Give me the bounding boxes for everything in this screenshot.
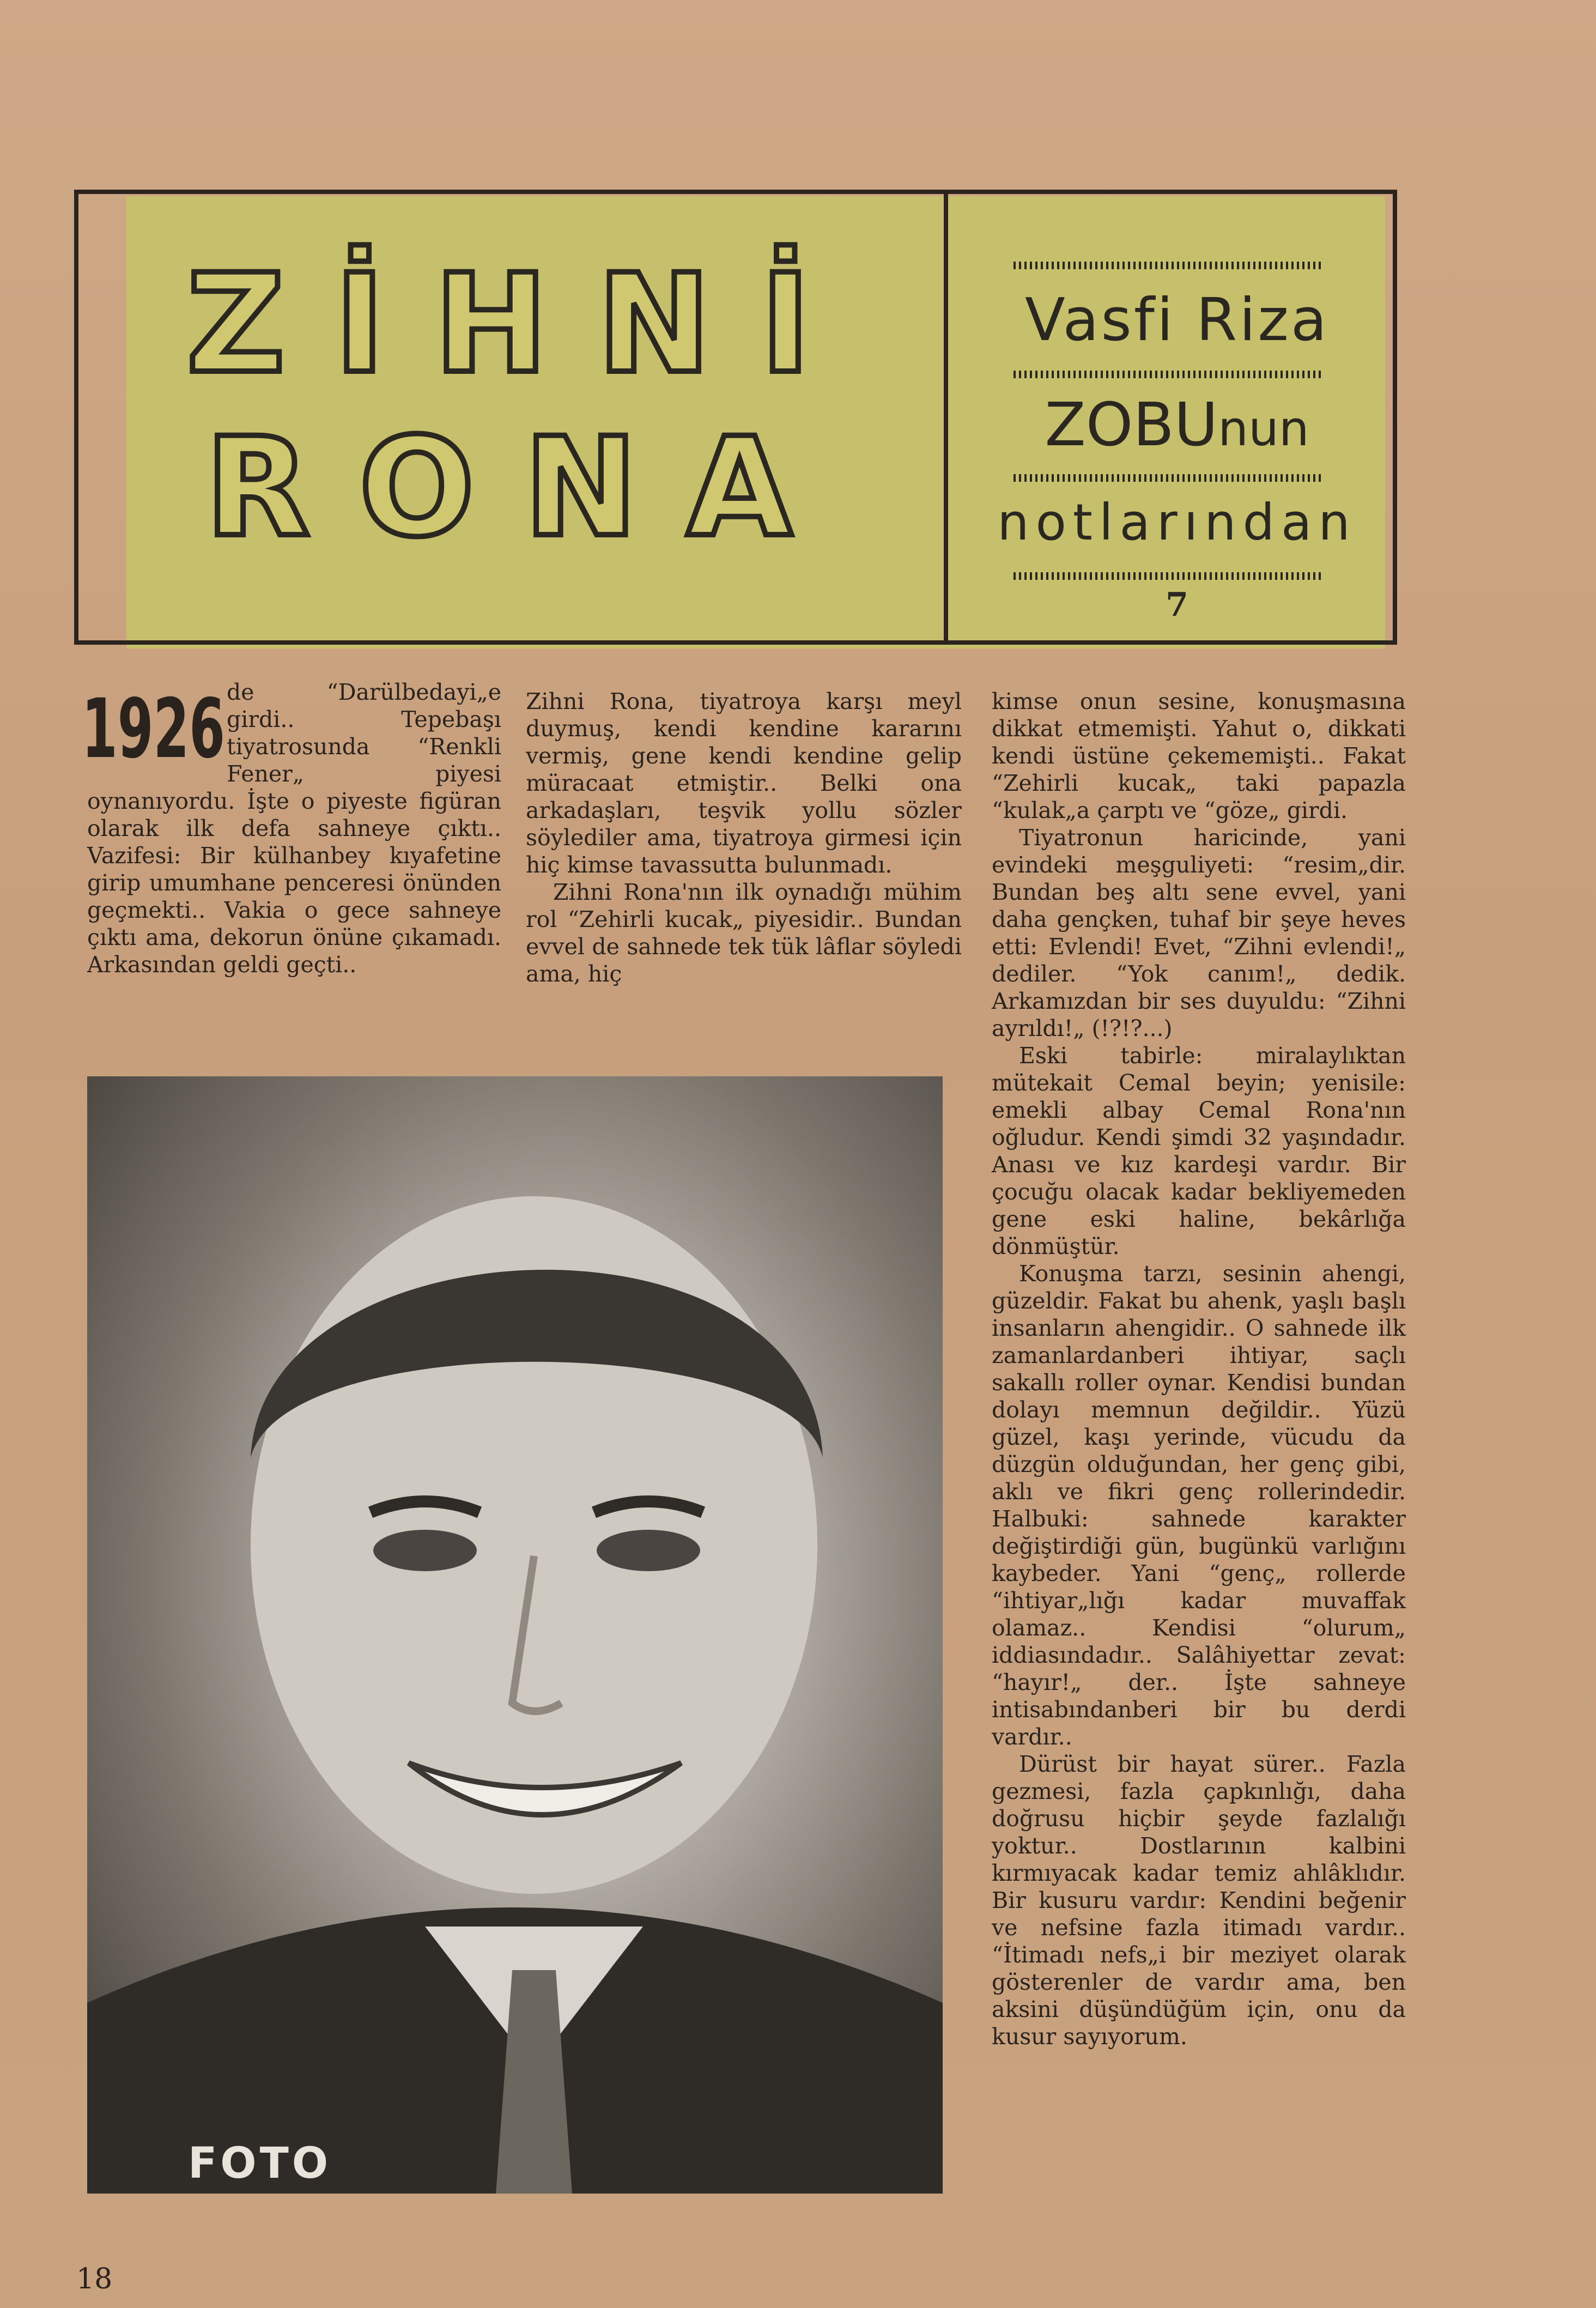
author-surname-text: ZOBU [1045, 390, 1218, 459]
dotted-rule [1014, 474, 1324, 482]
author-surname-suffix: nun [1218, 401, 1309, 457]
header-rule-divider [944, 190, 948, 642]
article-paragraph: Zihni Rona, tiyatroya karşı meyl duymuş, kendi kendine kararını vermiş, gene kendi kendine gelip müracaat etmiştir.. Belki ona arkadaşları, teşvik yollu sözler söylediler ama, tiyatroya girmesi için hiç kimse tavassutta bulunmadı. [526, 688, 962, 878]
photo-credit: FOTO [188, 2139, 332, 2188]
page-number: 18 [76, 2263, 113, 2295]
issue-number: 7 [1166, 586, 1188, 624]
dotted-rule [1014, 572, 1324, 580]
year-dropcap: 1926 [82, 682, 225, 777]
article-paragraph: de “Darülbedayi„e girdi.. Tepebaşı tiyatrosunda “Renkli Fener„ piyesi oynanıyordu. İşte o piyeste figüran olarak ilk defa sahneye çıktı.. Vazifesi: Bir külhanbey kıyafetine girip umumhane penceresi önünden geçmekti.. Vakia o gece sahneye çıktı ama, dekorun önüne çıkamadı. Arkasından geldi geçti.. [87, 679, 501, 978]
author-name: Vasfi Riza [1024, 286, 1330, 354]
header-rule-top [74, 190, 1397, 194]
article-paragraph: Zihni Rona'nın ilk oynadığı mühim rol “Zehirli kucak„ piyesidir.. Bundan evvel de sahnede tek tük lâflar söyledi ama, hiç [526, 879, 962, 987]
headline-first-name: ZİHNİ [186, 245, 860, 403]
headline-last-name: RONA [205, 408, 841, 567]
article-paragraph: Eski tabirle: miralaylıktan mütekait Cemal beyin; yenisile: emekli albay Cemal Rona'nın oğludur. Kendi şimdi 32 yaşındadır. Anası ve kız kardeşi vardır. Bir çocuğu olacak kadar bekliyemeden gene eski haline, bekârlığa dönmüştür. [992, 1043, 1406, 1259]
header-rule-right [1393, 190, 1397, 642]
series-title: notlarından [997, 493, 1357, 552]
article-paragraph: Konuşma tarzı, sesinin ahengi, güzeldir. Fakat bu ahenk, yaşlı başlı insanların ahengidir.. O sahnede ilk zamanlardanberi ihtiyar, saçlı sakallı roller oynar. Kendisi bundan dolayı memnun değildir.. Yüzü güzel, kaşı yerinde, vücudu da düzgün olduğundan, her genç gibi, aklı ve fikri genç rollerindedir. Halbuki: sahnede karakter değiştirdiği gün, bugünkü varlığını kaybeder. Yani “genç„ rollerde “ihtiyar„lığı kadar muvaffak olamaz.. Kendisi “olurum„ iddiasındadır.. Salâhiyettar zevat: “hayır!„ der.. İşte sahneye intisabındanberi bir bu derdi vardır.. [992, 1261, 1406, 1750]
article-paragraph: kimse onun sesine, konuşmasına dikkat etmemişti. Yahut o, dikkati kendi üstüne çekememişti.. Fakat “Zehirli kucak„ taki papazla “kulak„a çarptı ve “göze„ girdi. [992, 688, 1406, 823]
dotted-rule [1014, 262, 1324, 269]
header-rule-bottom [74, 640, 1397, 645]
article-paragraph: Dürüst bir hayat sürer.. Fazla gezmesi, fazla çapkınlığı, daha doğrusu hiçbir şeyde fazlalığı yoktur.. Dostlarının kalbini kırmıyacak kadar temiz ahlâklıdır. Bir kusuru vardır: Kendini beğenir ve nefsine fazla itimadı vardır.. “İtimadı nefs„i bir meziyet olarak gösterenler de vardır ama, ben aksini düşündüğüm için, onu da kusur sayıyorum. [992, 1751, 1406, 2050]
article-paragraph: Tiyatronun haricinde, yani evindeki meşguliyeti: “resim„dir. Bundan beş altı sene evvel, yani daha gençken, tuhaf bir şeye heves etti: Evlendi! Evet, “Zihni evlendi!„ dediler. “Yok canım!„ dedik. Arkamızdan bir ses duyuldu: “Zihni ayrıldı!„ (!?!?...) [992, 825, 1406, 1041]
article-column-3 [992, 688, 1406, 2050]
portrait-photo [87, 1076, 943, 2194]
header-rule-left [74, 190, 78, 642]
author-surname [981, 390, 1373, 459]
article-column-2 [526, 688, 962, 988]
portrait-illustration [87, 1076, 943, 2194]
dotted-rule [1014, 371, 1324, 378]
article-column-1 [82, 679, 501, 978]
